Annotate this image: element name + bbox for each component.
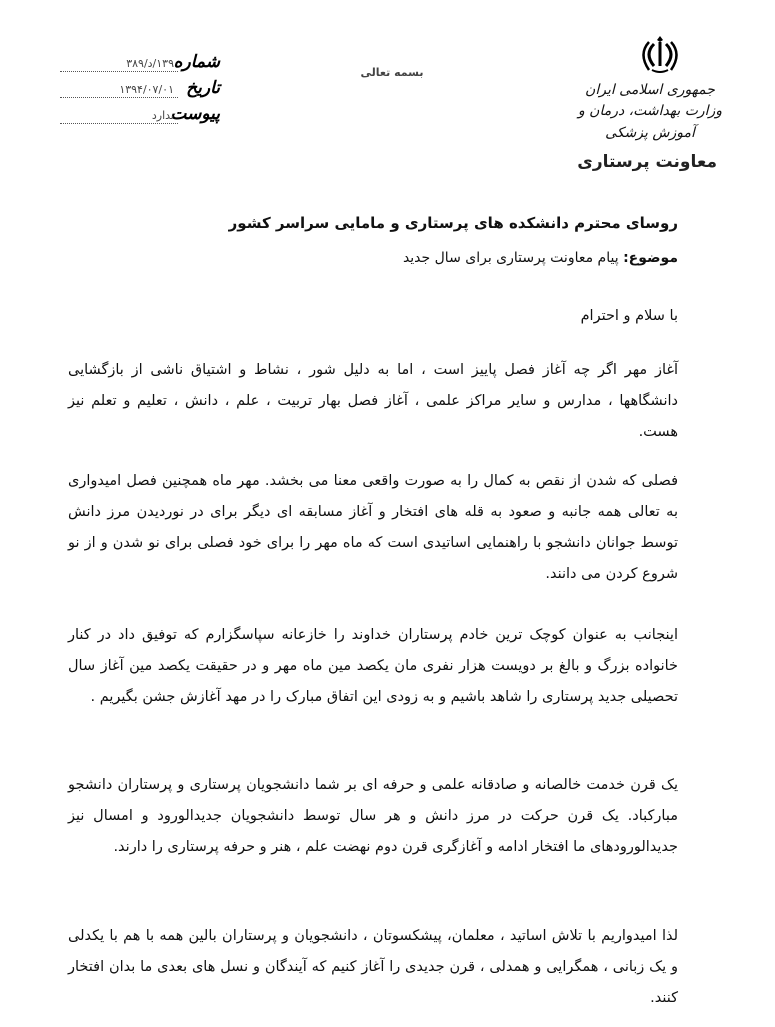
greeting: با سلام و احترام	[580, 308, 678, 324]
subject-text: پیام معاونت پرستاری برای سال جدید	[402, 250, 619, 266]
recipient: روسای محترم دانشکده های پرستاری و مامایی سراسر کشور	[228, 214, 678, 232]
subject-label: موضوع:	[623, 250, 678, 266]
ministry-header	[565, 80, 735, 144]
paragraph: آغاز مهر اگر چه آغاز فصل پاییز است ، اما به دلیل شور ، نشاط و اشتیاق ناشی از بازگشایی دانشگاهها ، مدارس و سایر مراکز علمی ، آغاز فصل بهار تربیت ، علم ، دانش ، تعلیم و تعلم نیز هست.	[68, 362, 678, 440]
number-label: شماره	[173, 52, 220, 72]
letter-metadata	[60, 52, 220, 130]
paragraph: یک قرن خدمت خالصانه و صادقانه علمی و حرفه ای بر شما دانشجویان پرستاری و پرستاران دانشجو مبارکباد. یک قرن حرکت در مرز دانش و هر سال توسط دانشجویان جدیدالورود و امسال نیز جدیدالورودهای ما افتخار ادامه و آغازگری قرن دوم نهضت علم ، هنر و حرفه پرستاری را دارند.	[68, 777, 678, 855]
date-label: تاریخ	[186, 78, 220, 98]
number-row	[60, 52, 220, 78]
department-name: معاونت پرستاری	[577, 152, 717, 172]
paragraph: فصلی که شدن از نقص به کمال را به صورت واقعی معنا می بخشد. مهر ماه همچنین فصل امیدواری به تعالی همه جانبه و صعود به قله های افتخار و آغاز مسابقه ای دیگر برای در نوردیدن مرز دانش توسط جوانان دانشجو با راهنمایی اساتیدی است که ماه مهر را برای خود فصلی برای نو شدن و از نو شروع کردن می دانند.	[68, 473, 678, 582]
bismillah: بسمه تعالی	[360, 66, 424, 79]
attachment-row	[60, 104, 220, 130]
attachment-label: پیوست	[170, 104, 220, 124]
paragraph: لذا امیدواریم با تلاش اساتید ، معلمان، پیشکسوتان ، دانشجویان و پرستاران بالین همه با هم با یکدلی و یک زبانی ، همگرایی و همدلی ، قرن جدیدی را آغاز کنیم که آیندگان و نسل های بعدی ما بدان افتخار کنند.	[68, 928, 678, 1006]
paragraph: اینجانب به عنوان کوچک ترین خادم پرستاران خداوند را خازعانه سپاسگزارم که توفیق داد در کنار خانواده بزرگ و بالغ بر دویست هزار نفری مان یکصد مین ماه مهر و در حقیقت یکصد مین آغاز سال تحصیلی جدید پرستاری را شاهد باشیم و به زودی این اتفاق مبارک را در مهد آغازش جشن بگیریم .	[68, 627, 678, 705]
org-line-2: وزارت بهداشت، درمان و آموزش پزشکی	[577, 103, 723, 141]
org-line-1: جمهوری اسلامی ایران	[585, 82, 715, 98]
number-value: ۱۳۹/د/۳۸۹	[60, 57, 178, 72]
subject-line	[403, 250, 678, 266]
date-row	[60, 78, 220, 104]
attachment-value: ندارد	[60, 109, 178, 124]
emblem-icon	[630, 32, 690, 74]
date-value: ۱۳۹۴/۰۷/۰۱	[60, 83, 178, 98]
